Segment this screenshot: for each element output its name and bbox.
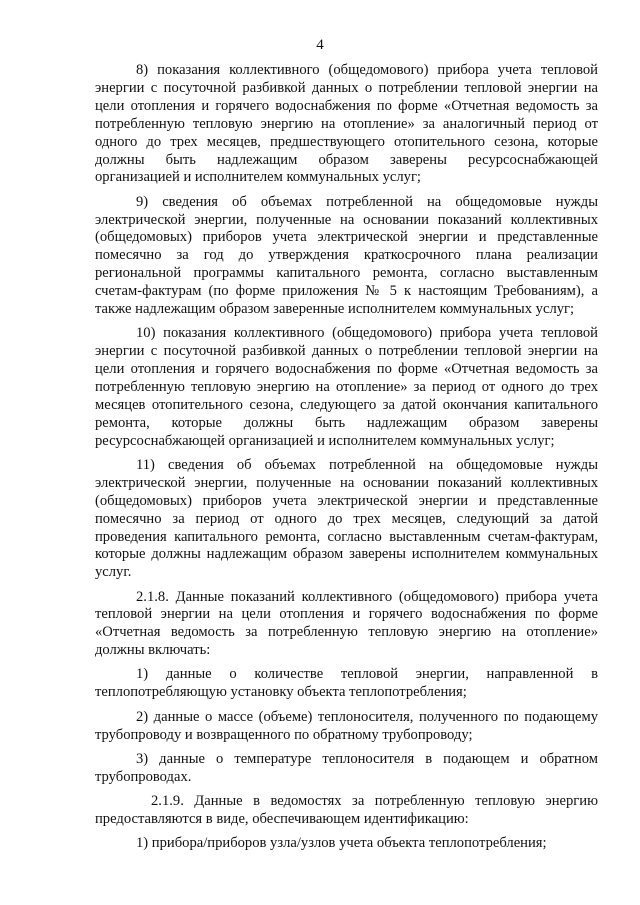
paragraph-item-11: 11) сведения об объемах потребленной на общедомовые нужды электрической энергии, полученные на основании показаний коллективных (общедомовых) приборов учета электрической энергии и представленные помесячно за период от одного до трех месяцев, следующий за датой проведения капитального ремонта, согласно выставленным счетам-фактурам, которые должны надлежащим образом заверены исполнителем коммунальных услуг. <box>95 456 598 581</box>
paragraph-item-9: 9) сведения об объемах потребленной на общедомовые нужды электрической энергии, полученные на основании показаний коллективных (общедомовых) приборов учета электрической энергии и представленные помесячно за год до утверждения краткосрочного плана реализации региональной программы капитального ремонта, согласно выставленным счетам-фактурам (по форме приложения № 5 к настоящим Требованиям), а также надлежащим образом заверенные исполнителем коммунальных услуг; <box>95 193 598 318</box>
paragraph-item-8: 8) показания коллективного (общедомового) прибора учета тепловой энергии с посуточной разбивкой данных о потреблении тепловой энергии на цели отопления и горячего водоснабжения по форме «Отчетная ведомость за потребленную тепловую энергию на отопление» за аналогичный период от одного до трех месяцев, предшествующего отопительного сезона, которые должны быть надлежащим образом заверены ресурсоснабжающей организацией и исполнителем коммунальных услуг; <box>95 62 598 186</box>
document-body <box>95 62 598 853</box>
paragraph-item-10: 10) показания коллективного (общедомового) прибора учета тепловой энергии с посуточной разбивкой данных о потреблении тепловой энергии на цели отопления и горячего водоснабжения по форме «Отчетная ведомость за потребленную тепловую энергию на отопление» за период от одного до трех месяцев отопительного сезона, следующего за датой окончания капитального ремонта, которые должны быть надлежащим образом заверены ресурсоснабжающей организацией и исполнителем коммунальных услуг; <box>95 325 598 449</box>
paragraph-2-1-8-item-3: 3) данные о температуре теплоносителя в подающем и обратном трубопроводах. <box>95 750 598 785</box>
paragraph-2-1-8-item-1: 1) данные о количестве тепловой энергии, направленной в теплопотребляющую установку объекта теплопотребления; <box>95 666 598 701</box>
paragraph-2-1-9-item-1: 1) прибора/приборов узла/узлов учета объекта теплопотребления; <box>136 834 547 851</box>
paragraph-section-2-1-9: 2.1.9. Данные в ведомостях за потребленную тепловую энергию предоставляются в виде, обеспечивающем идентификацию: <box>95 792 598 827</box>
paragraph-2-1-8-item-2: 2) данные о массе (объеме) теплоносителя, полученного по подающему трубопроводу и возвращенного по обратному трубопроводу; <box>95 708 598 743</box>
paragraph-section-2-1-8: 2.1.8. Данные показаний коллективного (общедомового) прибора учета тепловой энергии на цели отопления и горячего водоснабжения по форме «Отчетная ведомость за потребленную тепловую энергию на отопление» должны включать: <box>95 588 598 659</box>
page-number: 4 <box>316 37 324 53</box>
